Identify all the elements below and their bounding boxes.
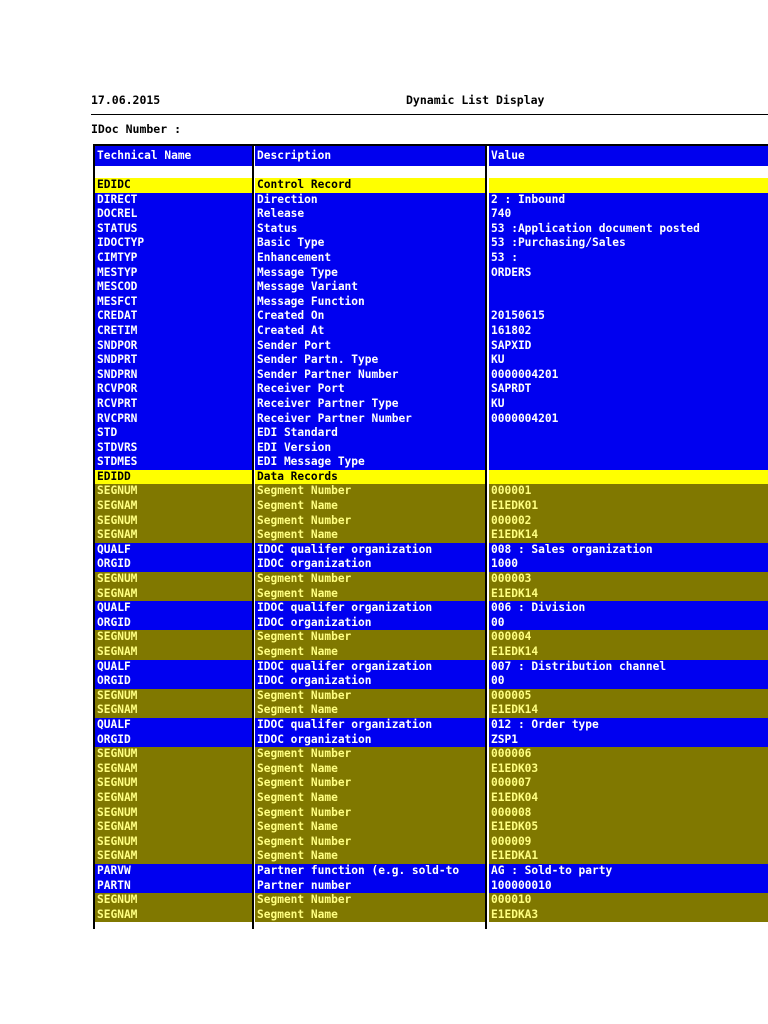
cell-value[interactable]: 000002 xyxy=(489,514,768,529)
header-spacer xyxy=(95,166,768,178)
cell-technical-name[interactable]: SEGNAM xyxy=(95,908,252,923)
table-row[interactable] xyxy=(95,645,768,660)
column-divider-1 xyxy=(252,144,254,929)
cell-technical-name[interactable]: CRETIM xyxy=(95,324,252,339)
cell-value[interactable]: 012 : Order type xyxy=(489,718,768,733)
cell-technical-name[interactable]: RVCPRN xyxy=(95,412,252,427)
cell-value[interactable]: 100000010 xyxy=(489,879,768,894)
cell-technical-name[interactable]: SEGNUM xyxy=(95,835,252,850)
cell-description[interactable]: Created On xyxy=(255,309,486,324)
cell-description[interactable]: Sender Partn. Type xyxy=(255,353,486,368)
cell-technical-name[interactable]: STATUS xyxy=(95,222,252,237)
cell-description[interactable]: EDI Standard xyxy=(255,426,486,441)
header-divider xyxy=(91,114,768,115)
cell-description[interactable]: Segment Name xyxy=(255,499,486,514)
cell-description[interactable]: Segment Number xyxy=(255,484,486,499)
report-date: 17.06.2015 xyxy=(91,93,161,107)
cell-technical-name[interactable]: SEGNUM xyxy=(95,806,252,821)
cell-technical-name[interactable]: MESFCT xyxy=(95,295,252,310)
cell-technical-name[interactable]: PARTN xyxy=(95,879,252,894)
cell-value[interactable]: 0000004201 xyxy=(489,368,768,383)
cell-value[interactable]: E1EDKA3 xyxy=(489,908,768,923)
table-row[interactable] xyxy=(95,718,768,733)
cell-description[interactable]: Segment Name xyxy=(255,849,486,864)
cell-technical-name[interactable]: SEGNUM xyxy=(95,689,252,704)
cell-technical-name[interactable]: ORGID xyxy=(95,674,252,689)
table-row[interactable] xyxy=(95,908,768,923)
cell-technical-name[interactable]: STD xyxy=(95,426,252,441)
cell-technical-name[interactable]: SEGNUM xyxy=(95,747,252,762)
cell-value[interactable]: 000001 xyxy=(489,484,768,499)
cell-value[interactable]: 53 :Application document posted xyxy=(489,222,768,237)
cell-value[interactable]: 008 : Sales organization xyxy=(489,543,768,558)
cell-value[interactable]: 006 : Division xyxy=(489,601,768,616)
cell-value[interactable]: SAPRDT xyxy=(489,382,768,397)
table-row[interactable] xyxy=(95,572,768,587)
cell-technical-name[interactable]: QUALF xyxy=(95,718,252,733)
cell-value[interactable]: 000003 xyxy=(489,572,768,587)
cell-description[interactable]: IDOC qualifer organization xyxy=(255,543,486,558)
cell-technical-name[interactable]: EDIDC xyxy=(95,178,252,193)
cell-value[interactable]: 2 : Inbound xyxy=(489,193,768,208)
table-row[interactable] xyxy=(95,266,768,281)
cell-technical-name[interactable]: CREDAT xyxy=(95,309,252,324)
cell-value[interactable]: 1000 xyxy=(489,557,768,572)
cell-value[interactable]: 740 xyxy=(489,207,768,222)
cell-description[interactable]: Receiver Port xyxy=(255,382,486,397)
cell-description[interactable]: IDOC organization xyxy=(255,733,486,748)
table-row[interactable] xyxy=(95,193,768,208)
table-row[interactable] xyxy=(95,353,768,368)
cell-technical-name[interactable]: DOCREL xyxy=(95,207,252,222)
column-header-description[interactable]: Description xyxy=(255,146,486,166)
cell-value[interactable]: 0000004201 xyxy=(489,412,768,427)
table-row[interactable] xyxy=(95,733,768,748)
cell-value[interactable]: E1EDK01 xyxy=(489,499,768,514)
cell-technical-name[interactable]: QUALF xyxy=(95,660,252,675)
cell-technical-name[interactable]: IDOCTYP xyxy=(95,236,252,251)
cell-value[interactable]: E1EDK14 xyxy=(489,587,768,602)
cell-description[interactable]: Status xyxy=(255,222,486,237)
table-row[interactable] xyxy=(95,616,768,631)
cell-technical-name[interactable]: PARVW xyxy=(95,864,252,879)
cell-technical-name[interactable]: SEGNUM xyxy=(95,776,252,791)
cell-description[interactable]: Sender Partner Number xyxy=(255,368,486,383)
cell-description[interactable]: Segment Name xyxy=(255,528,486,543)
table-row[interactable] xyxy=(95,791,768,806)
cell-technical-name[interactable]: SEGNAM xyxy=(95,528,252,543)
cell-description[interactable]: Partner number xyxy=(255,879,486,894)
cell-description[interactable]: Segment Name xyxy=(255,791,486,806)
cell-technical-name[interactable]: RCVPOR xyxy=(95,382,252,397)
table-body xyxy=(95,178,768,922)
table-row[interactable] xyxy=(95,499,768,514)
table-row[interactable] xyxy=(95,660,768,675)
table-row[interactable] xyxy=(95,324,768,339)
table-row[interactable] xyxy=(95,426,768,441)
table-row[interactable] xyxy=(95,514,768,529)
cell-technical-name[interactable]: MESTYP xyxy=(95,266,252,281)
cell-value[interactable]: E1EDK03 xyxy=(489,762,768,777)
cell-technical-name[interactable]: RCVPRT xyxy=(95,397,252,412)
cell-technical-name[interactable]: STDVRS xyxy=(95,441,252,456)
cell-value[interactable]: E1EDK14 xyxy=(489,703,768,718)
cell-value[interactable]: 53 : xyxy=(489,251,768,266)
cell-technical-name[interactable]: SEGNAM xyxy=(95,762,252,777)
cell-value[interactable] xyxy=(489,426,768,441)
column-divider-2 xyxy=(485,144,487,929)
cell-description[interactable]: Segment Number xyxy=(255,893,486,908)
cell-description[interactable]: Segment Name xyxy=(255,762,486,777)
table-row[interactable] xyxy=(95,251,768,266)
table-header-row xyxy=(95,146,768,166)
cell-description[interactable]: Enhancement xyxy=(255,251,486,266)
cell-description[interactable]: EDI Message Type xyxy=(255,455,486,470)
cell-value[interactable]: ORDERS xyxy=(489,266,768,281)
cell-value[interactable]: 000010 xyxy=(489,893,768,908)
cell-value[interactable]: 00 xyxy=(489,616,768,631)
cell-technical-name[interactable]: SEGNAM xyxy=(95,703,252,718)
cell-technical-name[interactable]: ORGID xyxy=(95,733,252,748)
table-row[interactable] xyxy=(95,601,768,616)
table-row[interactable] xyxy=(95,528,768,543)
cell-description[interactable]: Segment Number xyxy=(255,689,486,704)
table-row[interactable] xyxy=(95,835,768,850)
cell-description[interactable]: Message Type xyxy=(255,266,486,281)
table-row[interactable] xyxy=(95,178,768,193)
cell-value[interactable]: SAPXID xyxy=(489,339,768,354)
table-row[interactable] xyxy=(95,689,768,704)
table-row[interactable] xyxy=(95,806,768,821)
table-row[interactable] xyxy=(95,849,768,864)
table-row[interactable] xyxy=(95,441,768,456)
cell-technical-name[interactable]: SEGNUM xyxy=(95,484,252,499)
cell-value[interactable]: 007 : Distribution channel xyxy=(489,660,768,675)
cell-description[interactable]: Direction xyxy=(255,193,486,208)
cell-description[interactable]: IDOC qualifer organization xyxy=(255,601,486,616)
cell-description[interactable]: Receiver Partner Number xyxy=(255,412,486,427)
column-header-value[interactable]: Value xyxy=(489,146,768,166)
cell-value[interactable]: 000008 xyxy=(489,806,768,821)
table-row[interactable] xyxy=(95,207,768,222)
cell-description[interactable]: Control Record xyxy=(255,178,486,193)
cell-value[interactable]: ZSP1 xyxy=(489,733,768,748)
cell-technical-name[interactable]: SEGNAM xyxy=(95,791,252,806)
cell-value[interactable]: E1EDKA1 xyxy=(489,849,768,864)
cell-description[interactable]: IDOC organization xyxy=(255,674,486,689)
cell-description[interactable]: Sender Port xyxy=(255,339,486,354)
cell-value[interactable]: E1EDK14 xyxy=(489,528,768,543)
report-title: Dynamic List Display xyxy=(406,93,545,107)
table-row[interactable] xyxy=(95,280,768,295)
idoc-number-label: IDoc Number : xyxy=(91,122,182,136)
cell-value[interactable] xyxy=(489,470,768,485)
cell-value[interactable] xyxy=(489,178,768,193)
cell-technical-name[interactable]: SNDPOR xyxy=(95,339,252,354)
cell-technical-name[interactable]: SNDPRN xyxy=(95,368,252,383)
table-row[interactable] xyxy=(95,630,768,645)
cell-description[interactable]: Segment Number xyxy=(255,835,486,850)
cell-description[interactable]: EDI Version xyxy=(255,441,486,456)
table-row[interactable] xyxy=(95,776,768,791)
cell-description[interactable]: Release xyxy=(255,207,486,222)
table-row[interactable] xyxy=(95,236,768,251)
cell-value[interactable]: 000004 xyxy=(489,630,768,645)
cell-description[interactable]: Segment Number xyxy=(255,630,486,645)
cell-value[interactable]: E1EDK04 xyxy=(489,791,768,806)
cell-description[interactable]: IDOC qualifer organization xyxy=(255,660,486,675)
cell-value[interactable]: 000009 xyxy=(489,835,768,850)
cell-value[interactable]: 000005 xyxy=(489,689,768,704)
table-row[interactable] xyxy=(95,587,768,602)
cell-value[interactable]: 000006 xyxy=(489,747,768,762)
table-row[interactable] xyxy=(95,222,768,237)
cell-technical-name[interactable]: SEGNAM xyxy=(95,645,252,660)
cell-description[interactable]: IDOC organization xyxy=(255,557,486,572)
cell-value[interactable]: 00 xyxy=(489,674,768,689)
cell-technical-name[interactable]: STDMES xyxy=(95,455,252,470)
cell-value[interactable]: KU xyxy=(489,353,768,368)
cell-value[interactable]: 20150615 xyxy=(489,309,768,324)
table-row[interactable] xyxy=(95,368,768,383)
table-row[interactable] xyxy=(95,820,768,835)
cell-technical-name[interactable]: DIRECT xyxy=(95,193,252,208)
cell-technical-name[interactable]: SEGNUM xyxy=(95,893,252,908)
cell-technical-name[interactable]: QUALF xyxy=(95,601,252,616)
cell-description[interactable]: Receiver Partner Type xyxy=(255,397,486,412)
cell-technical-name[interactable]: SEGNAM xyxy=(95,587,252,602)
table-row[interactable] xyxy=(95,879,768,894)
cell-technical-name[interactable]: SEGNAM xyxy=(95,820,252,835)
table-row[interactable] xyxy=(95,543,768,558)
cell-technical-name[interactable]: MESCOD xyxy=(95,280,252,295)
cell-description[interactable]: Segment Name xyxy=(255,645,486,660)
table-row[interactable] xyxy=(95,455,768,470)
cell-description[interactable]: Segment Name xyxy=(255,587,486,602)
cell-technical-name[interactable]: SEGNUM xyxy=(95,514,252,529)
cell-technical-name[interactable]: SEGNUM xyxy=(95,572,252,587)
cell-technical-name[interactable]: SNDPRT xyxy=(95,353,252,368)
cell-description[interactable]: Segment Number xyxy=(255,806,486,821)
table-row[interactable] xyxy=(95,382,768,397)
table-row[interactable] xyxy=(95,470,768,485)
cell-value[interactable]: E1EDK14 xyxy=(489,645,768,660)
cell-description[interactable]: Data Records xyxy=(255,470,486,485)
cell-technical-name[interactable]: EDIDD xyxy=(95,470,252,485)
cell-description[interactable]: Segment Number xyxy=(255,572,486,587)
table-row[interactable] xyxy=(95,762,768,777)
table-row[interactable] xyxy=(95,295,768,310)
cell-technical-name[interactable]: SEGNAM xyxy=(95,849,252,864)
cell-value[interactable]: 53 :Purchasing/Sales xyxy=(489,236,768,251)
table-row[interactable] xyxy=(95,864,768,879)
cell-description[interactable]: IDOC organization xyxy=(255,616,486,631)
cell-value[interactable]: 000007 xyxy=(489,776,768,791)
cell-technical-name[interactable]: QUALF xyxy=(95,543,252,558)
cell-technical-name[interactable]: SEGNAM xyxy=(95,499,252,514)
cell-description[interactable]: Segment Name xyxy=(255,820,486,835)
cell-description[interactable]: Message Variant xyxy=(255,280,486,295)
table-row[interactable] xyxy=(95,309,768,324)
cell-technical-name[interactable]: SEGNUM xyxy=(95,630,252,645)
cell-technical-name[interactable]: ORGID xyxy=(95,557,252,572)
cell-description[interactable]: Segment Name xyxy=(255,908,486,923)
cell-technical-name[interactable]: CIMTYP xyxy=(95,251,252,266)
cell-value[interactable] xyxy=(489,295,768,310)
table-row[interactable] xyxy=(95,747,768,762)
cell-value[interactable]: AG : Sold-to party xyxy=(489,864,768,879)
table-row[interactable] xyxy=(95,397,768,412)
cell-description[interactable]: Message Function xyxy=(255,295,486,310)
cell-technical-name[interactable]: ORGID xyxy=(95,616,252,631)
cell-description[interactable]: Segment Name xyxy=(255,703,486,718)
table-row[interactable] xyxy=(95,674,768,689)
table-row[interactable] xyxy=(95,339,768,354)
cell-description[interactable]: IDOC qualifer organization xyxy=(255,718,486,733)
cell-value[interactable] xyxy=(489,441,768,456)
cell-description[interactable]: Segment Number xyxy=(255,776,486,791)
cell-value[interactable]: 161802 xyxy=(489,324,768,339)
table-row[interactable] xyxy=(95,893,768,908)
cell-value[interactable]: KU xyxy=(489,397,768,412)
cell-description[interactable]: Created At xyxy=(255,324,486,339)
cell-description[interactable]: Segment Number xyxy=(255,747,486,762)
cell-value[interactable] xyxy=(489,280,768,295)
table-row[interactable] xyxy=(95,412,768,427)
table-row[interactable] xyxy=(95,484,768,499)
column-header-technical-name[interactable]: Technical Name xyxy=(95,146,252,166)
cell-value[interactable] xyxy=(489,455,768,470)
cell-description[interactable]: Basic Type xyxy=(255,236,486,251)
table-row[interactable] xyxy=(95,557,768,572)
table-row[interactable] xyxy=(95,703,768,718)
cell-description[interactable]: Segment Number xyxy=(255,514,486,529)
cell-description[interactable]: Partner function (e.g. sold-to xyxy=(255,864,486,879)
idoc-list-table xyxy=(95,146,768,922)
cell-value[interactable]: E1EDK05 xyxy=(489,820,768,835)
